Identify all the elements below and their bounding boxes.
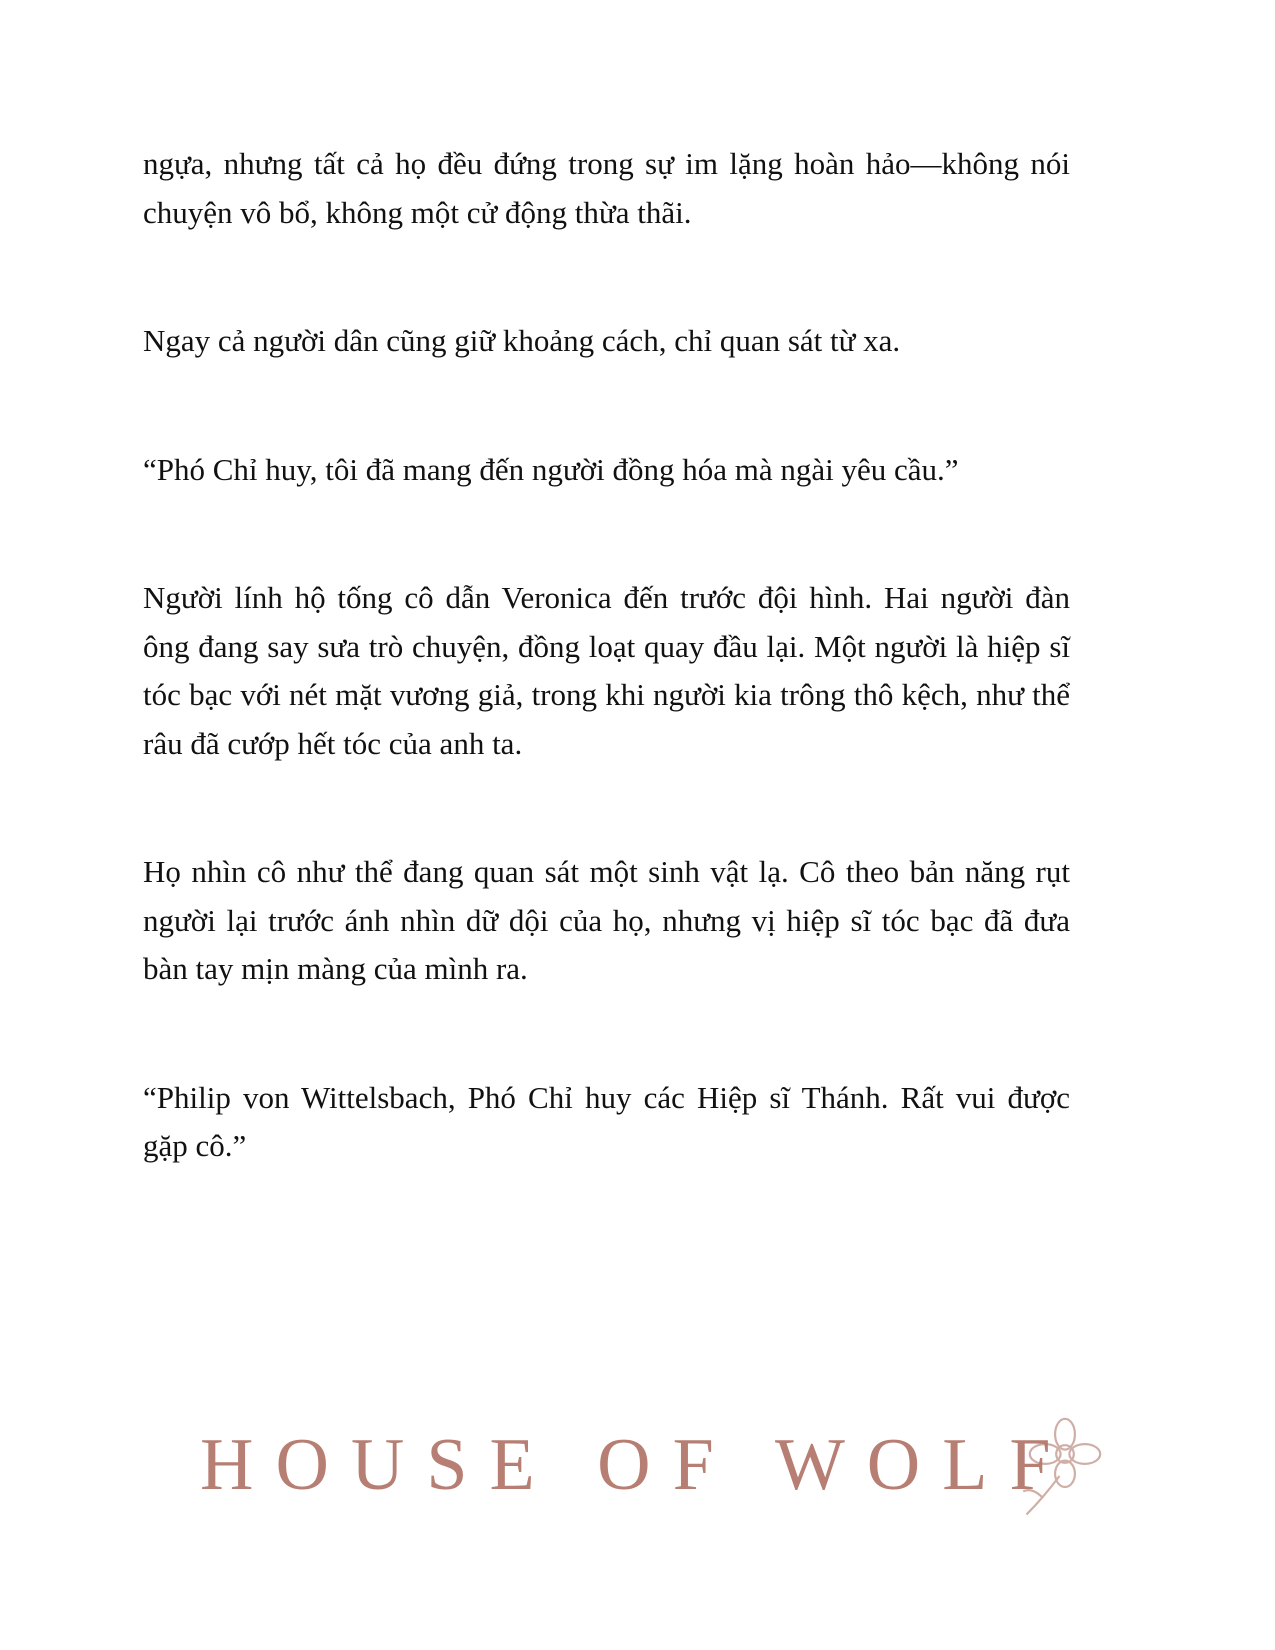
paragraph: Ngay cả người dân cũng giữ khoảng cách, chỉ quan sát từ xa. [143,323,901,358]
document-body [143,140,1070,1251]
paragraph: Người lính hộ tống cô dẫn Veronica đến trước đội hình. Hai người đàn ông đang say sưa trò chuyện, đồng loạt quay đầu lại. Một người là hiệp sĩ tóc bạc với nét mặt vương giả, trong khi người kia trông thô kệch, như thể râu đã cướp hết tóc của anh ta. [143,580,1070,761]
flower-icon [1010,1410,1120,1520]
paragraph: “Phó Chỉ huy, tôi đã mang đến người đồng hóa mà ngài yêu cầu.” [143,451,959,487]
paragraph: ngựa, nhưng tất cả họ đều đứng trong sự im lặng hoàn hảo—không nói chuyện vô bổ, không một cử động thừa thãi. [143,146,1070,230]
paragraph: Họ nhìn cô như thể đang quan sát một sinh vật lạ. Cô theo bản năng rụt người lại trước ánh nhìn dữ dội của họ, nhưng vị hiệp sĩ tóc bạc đã đưa bàn tay mịn màng của mình ra. [143,854,1070,986]
paragraph: “Philip von Wittelsbach, Phó Chỉ huy các Hiệp sĩ Thánh. Rất vui được gặp cô.” [143,1079,1070,1163]
watermark: HOUSE OF WOLF [200,1424,1073,1506]
